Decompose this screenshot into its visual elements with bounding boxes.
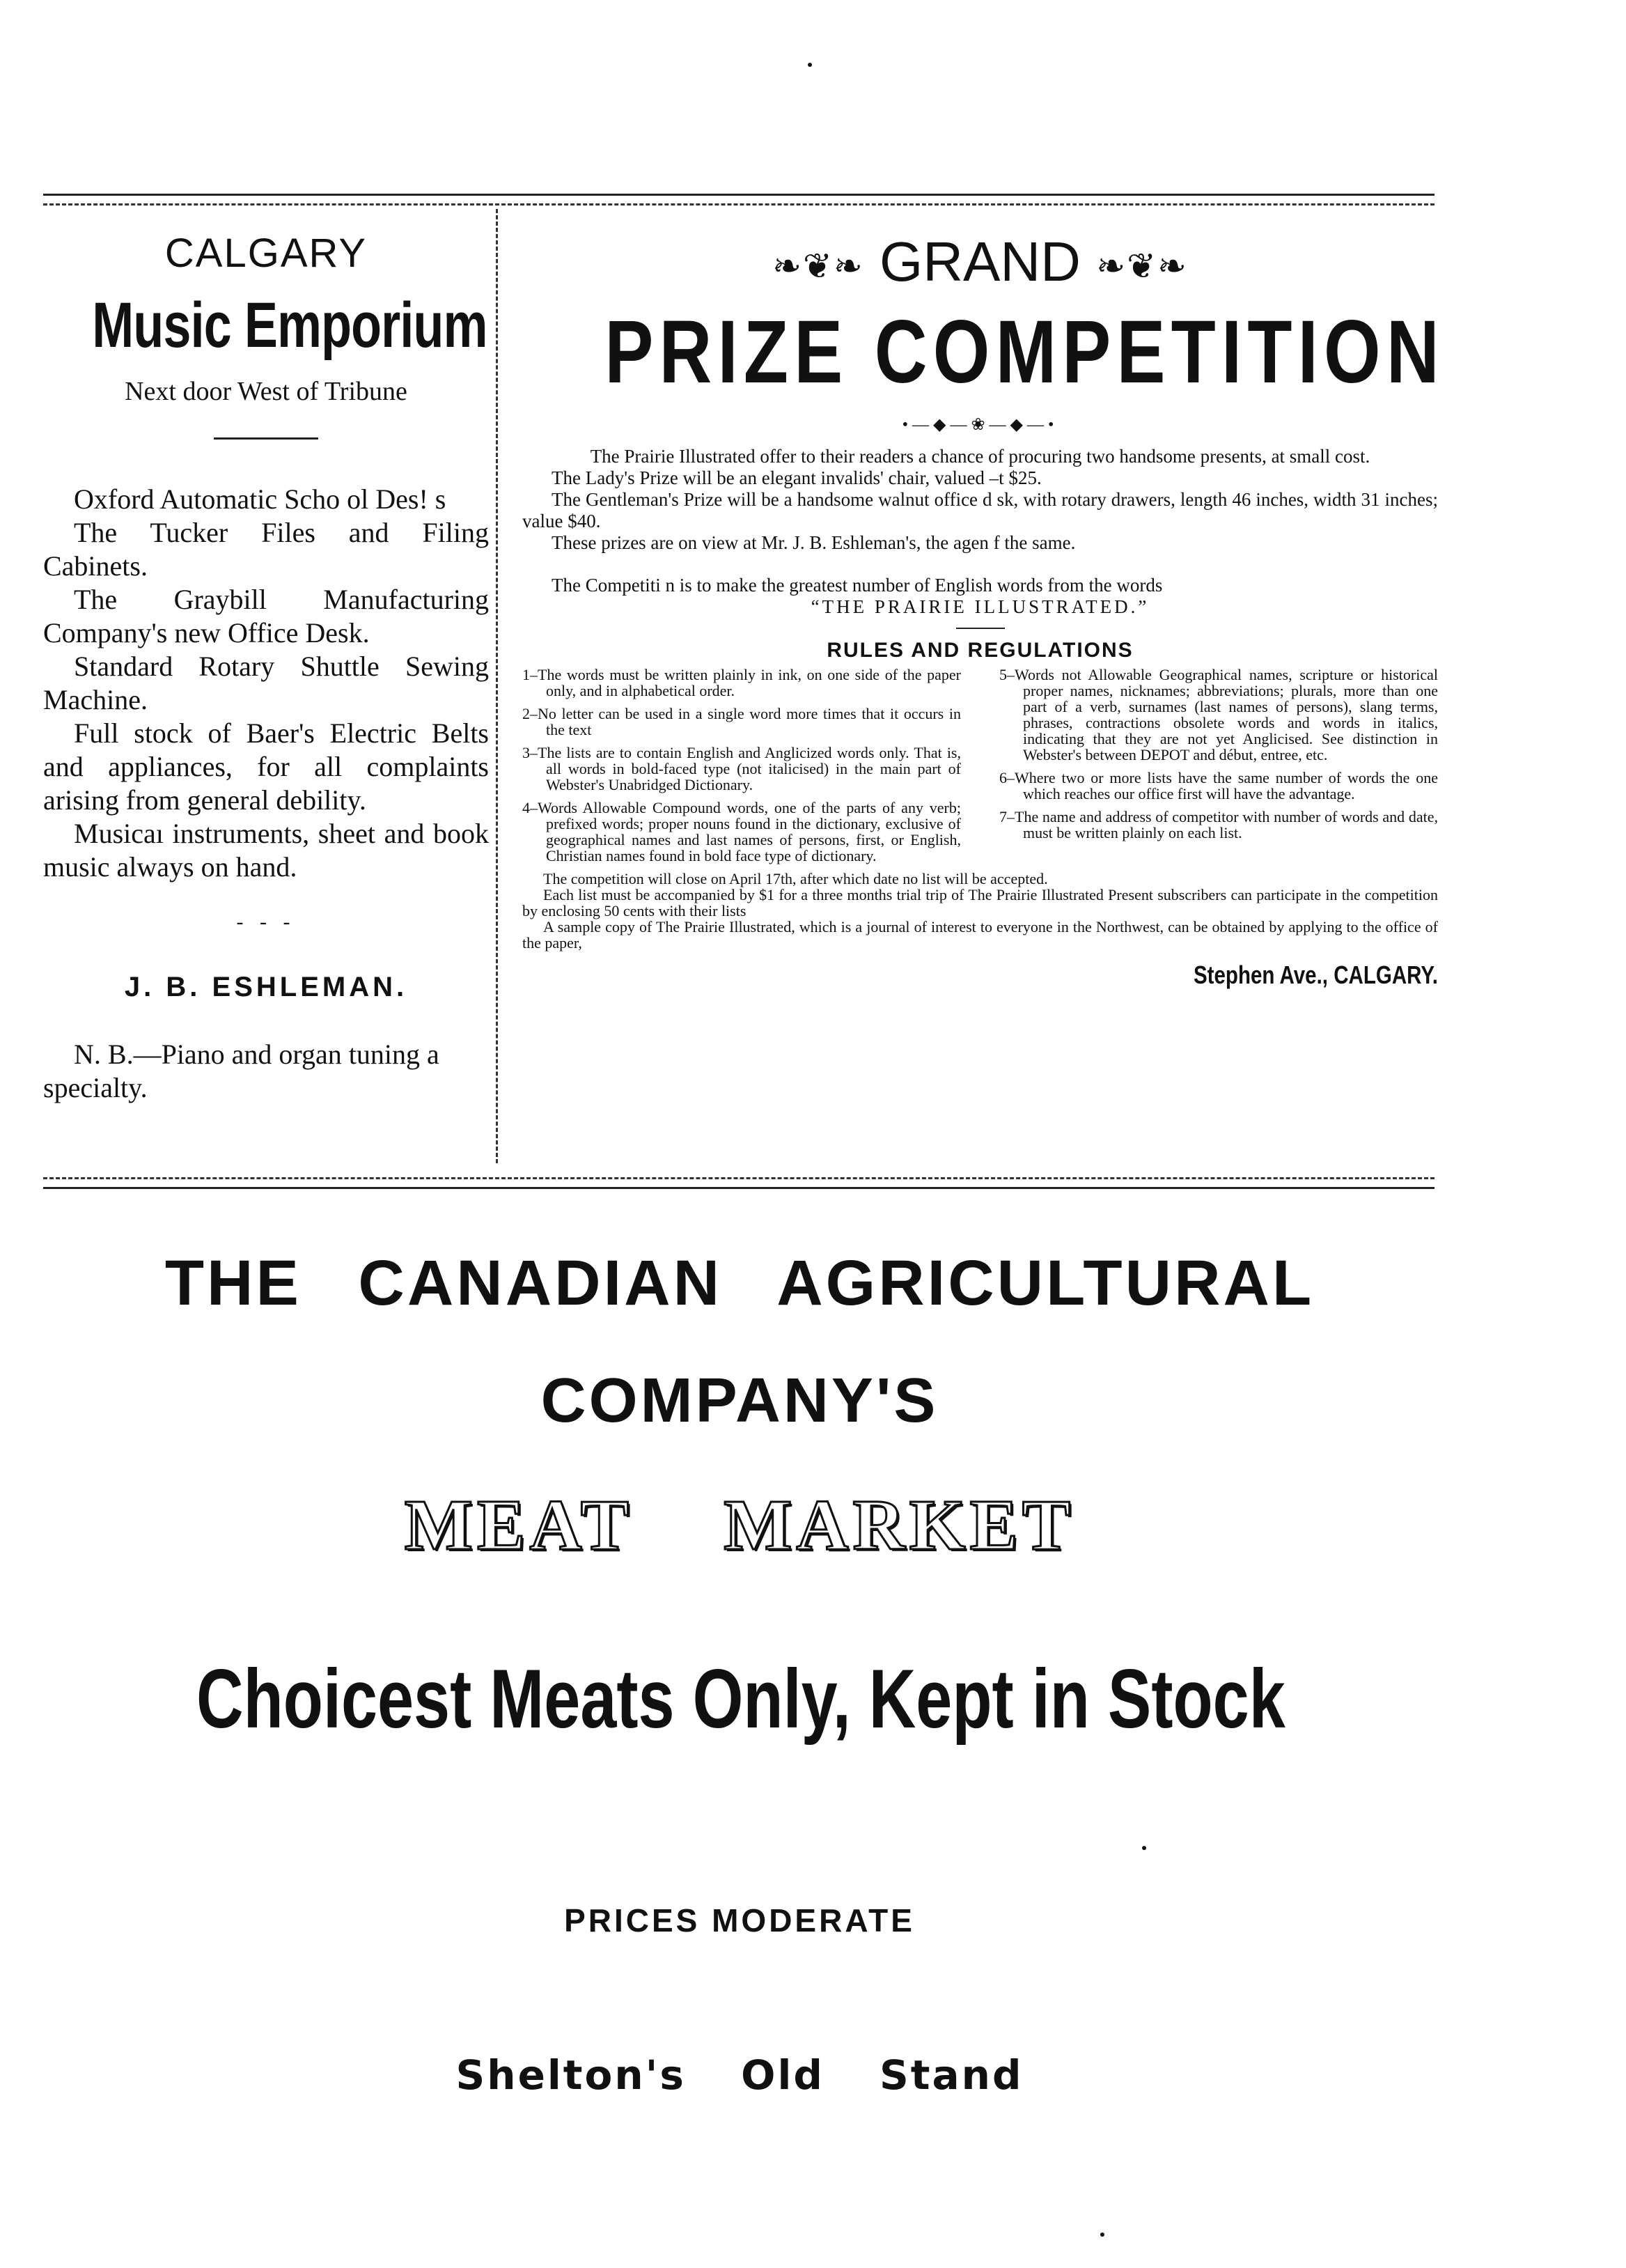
stock-list bbox=[43, 483, 489, 884]
rules-columns bbox=[522, 667, 1438, 871]
competition-object: The Competiti n is to make the greatest number of English words from the words bbox=[552, 575, 1163, 596]
competition-closing bbox=[522, 871, 1438, 951]
meat-market-heading: MEAT MARKET bbox=[404, 1485, 1075, 1565]
gentlemans-prize: The Gentleman's Prize will be a handsome walnut office d sk, with rotary drawers, length 46 inches, width 31 inches; value $40. bbox=[522, 489, 1438, 531]
ad-city: CALGARY bbox=[164, 231, 368, 276]
competition-address: Stephen Ave., CALGARY. bbox=[1193, 961, 1438, 989]
ad-location: Next door West of Tribune bbox=[125, 377, 407, 406]
rule-item: 3–The lists are to contain English and Anglicized words only. That is, all words in bold-faced type (not italicised) in the main part of Webster's Unabridged Dictionary. bbox=[522, 744, 961, 793]
rule-item: 2–No letter can be used in a single word more times that it occurs in the text bbox=[522, 705, 961, 738]
column-divider bbox=[496, 209, 498, 1163]
proprietor-name: J. B. ESHLEMAN. bbox=[124, 972, 408, 1002]
top-rule bbox=[43, 194, 1435, 196]
stock-item: Musicaı instruments, sheet and book music always on hand. bbox=[43, 818, 489, 883]
short-divider bbox=[214, 437, 318, 440]
ink-speck bbox=[808, 63, 812, 67]
ad-business-name: Music Emporium bbox=[92, 290, 487, 361]
flourish-left-icon: ❧❦❧ bbox=[772, 246, 864, 286]
stock-item: The Tucker Files and Filing Cabinets. bbox=[43, 517, 489, 582]
rules-right-column bbox=[999, 667, 1438, 871]
bottom-rule-dashed bbox=[43, 1177, 1435, 1179]
closing-line: Each list must be accompanied by $1 for a three months trial trip of The Prairie Illustrated Present subscribers can participate in the competition by enclosing 50 cents with their lists bbox=[522, 886, 1438, 919]
stock-item: The Graybill Manufacturing Company's new Office Desk. bbox=[43, 584, 489, 648]
stock-item: Oxford Automatic Scho ol Des! s bbox=[74, 483, 446, 515]
flourish-right-icon: ❧❦❧ bbox=[1096, 246, 1188, 286]
rules-left-column bbox=[522, 667, 961, 871]
tuning-note: N. B.—Piano and organ tuning a specialty. bbox=[43, 1039, 439, 1103]
ladys-prize: The Lady's Prize will be an elegant invalids' chair, valued –t $25. bbox=[552, 467, 1042, 488]
rule-item: 4–Words Allowable Compound words, one of the parts of any verb; prefixed words; proper nouns found in the dictionary, exclusive of geographical names and last names of persons, first, or English, Christian names found in bold face type of dictionary. bbox=[522, 799, 961, 864]
rule-item: 6–Where two or more lists have the same number of words the one which reaches our office first will have the advantage. bbox=[999, 769, 1438, 802]
prize-competition-ad bbox=[522, 230, 1445, 990]
rule-item: 1–The words must be written plainly in ink, on one side of the paper only, and in alphabetical order. bbox=[522, 666, 961, 699]
stock-item: Standard Rotary Shuttle Sewing Machine. bbox=[43, 651, 489, 715]
choicest-meats-line: Choicest Meats Only, Kept in Stock bbox=[196, 1652, 1285, 1746]
closing-line: The competition will close on April 17th, after which date no list will be accepted. bbox=[543, 870, 1048, 887]
rule-item: 7–The name and address of competitor with number of words and date, must be written plainly on each list. bbox=[999, 808, 1438, 841]
top-rule-dashed bbox=[43, 203, 1435, 205]
prices-moderate-line: PRICES MODERATE bbox=[564, 1902, 915, 1939]
competition-intro: The Prairie Illustrated offer to their readers a chance of procuring two handsome presents, at small cost. bbox=[590, 446, 1370, 467]
sheltons-old-stand-line: Shelton's Old Stand bbox=[455, 2051, 1024, 2099]
rules-heading: RULES AND REGULATIONS bbox=[827, 639, 1134, 662]
company-possessive-line: COMPANY'S bbox=[540, 1366, 939, 1436]
source-words: “THE PRAIRIE ILLUSTRATED.” bbox=[811, 596, 1150, 617]
ink-speck bbox=[1100, 2232, 1104, 2237]
short-divider bbox=[956, 628, 1005, 629]
heading-prize-competition: PRIZE COMPETITION bbox=[604, 302, 1445, 402]
heading-grand bbox=[522, 230, 1438, 294]
heading-grand-text: GRAND bbox=[880, 231, 1081, 293]
dotted-separator: - - - bbox=[236, 910, 296, 933]
rule-item: 5–Words not Allowable Geographical names, scripture or historical proper names, nicknames; abbreviations; plurals, more than one part of a verb, surnames (last names of persons), slang terms, phrases, contractions obsolete words and words in italics, indicating that they are not yet Anglicised. See distinction in Webster's between DEPOT and début, entree, etc. bbox=[999, 666, 1438, 763]
bottom-rule bbox=[43, 1187, 1435, 1189]
company-name-line: THE CANADIAN AGRICULTURAL bbox=[164, 1248, 1315, 1319]
closing-line: A sample copy of The Prairie Illustrated, which is a journal of interest to everyone in the Northwest, can be obtained by applying to the office of the paper, bbox=[522, 918, 1438, 952]
ornamental-divider-icon: •—◆—❀—◆—• bbox=[902, 416, 1058, 434]
prizes-on-view: These prizes are on view at Mr. J. B. Eshleman's, the agen f the same. bbox=[552, 532, 1076, 553]
ink-speck bbox=[1142, 1846, 1146, 1850]
stock-item: Full stock of Baer's Electric Belts and appliances, for all complaints arising from general debility. bbox=[43, 717, 489, 816]
music-emporium-ad bbox=[43, 230, 489, 1105]
